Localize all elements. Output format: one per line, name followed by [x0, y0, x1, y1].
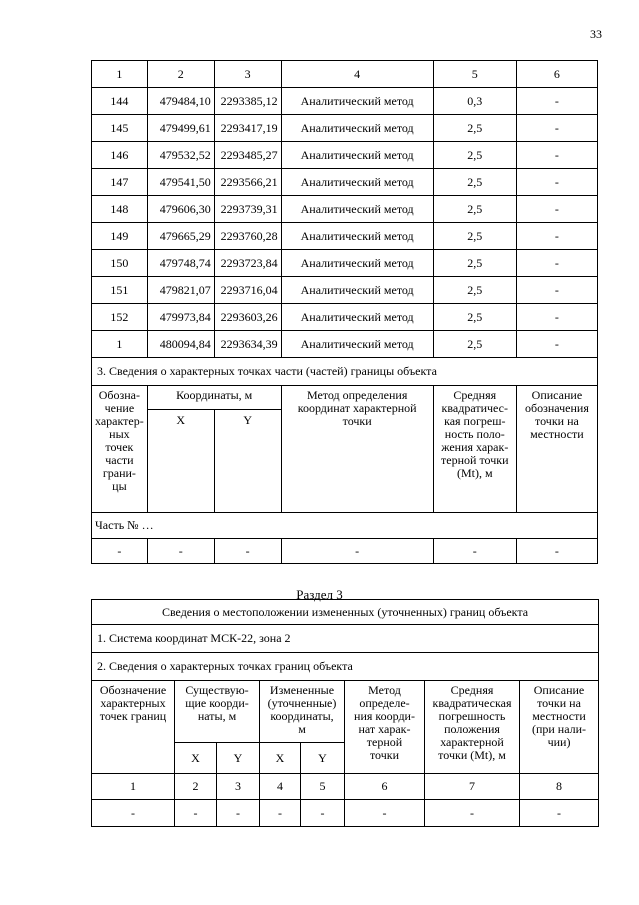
table-cell: -: [175, 800, 217, 827]
table-cell: 2,5: [433, 142, 516, 169]
table-cell: 479821,07: [147, 277, 214, 304]
column-number-cell: 2: [175, 774, 217, 800]
table-cell: -: [425, 800, 520, 827]
coord-system-row: [92, 625, 599, 653]
column-number-cell: 7: [425, 774, 520, 800]
table-cell: 479541,50: [147, 169, 214, 196]
table-cell: 2293566,21: [214, 169, 281, 196]
table-cell: -: [214, 539, 281, 564]
table-cell: Аналитический метод: [281, 169, 433, 196]
table-cell: 2,5: [433, 169, 516, 196]
page-number: 33: [590, 27, 602, 41]
table-cell: -: [516, 304, 597, 331]
header-cell: 6: [516, 61, 597, 88]
table-cell: Аналитический метод: [281, 223, 433, 250]
table-cell: 479484,10: [147, 88, 214, 115]
table-cell: 145: [92, 115, 148, 142]
part-header-description: Описание обозначения точки на местности: [516, 386, 597, 513]
table-cell: 146: [92, 142, 148, 169]
table-row: [92, 196, 598, 223]
table-cell: -: [516, 331, 597, 358]
table-cell: 2293603,26: [214, 304, 281, 331]
boundary-points-table: [91, 60, 598, 564]
table-cell: -: [147, 539, 214, 564]
part-label-row: [92, 513, 598, 539]
header-cell: 5: [433, 61, 516, 88]
table-cell: 144: [92, 88, 148, 115]
header-x-existing: X: [175, 743, 217, 774]
table-cell: 0,3: [433, 88, 516, 115]
table-cell: 479973,84: [147, 304, 214, 331]
part-header-method: Метод определения координат характерной точки: [281, 386, 433, 513]
table-cell: -: [217, 800, 260, 827]
column-number-cell: 8: [520, 774, 599, 800]
table-title-row: [92, 600, 599, 625]
table-cell: 148: [92, 196, 148, 223]
table-cell: 2,5: [433, 115, 516, 142]
table-cell: 149: [92, 223, 148, 250]
header-cell: 3: [214, 61, 281, 88]
table-cell: Аналитический метод: [281, 88, 433, 115]
table-row: [92, 250, 598, 277]
table-cell: 479748,74: [147, 250, 214, 277]
table-cell: Аналитический метод: [281, 304, 433, 331]
column-number-cell: 6: [345, 774, 425, 800]
table-cell: Аналитический метод: [281, 196, 433, 223]
table-row: [92, 142, 598, 169]
table-row: [92, 115, 598, 142]
table-cell: 2,5: [433, 331, 516, 358]
table-cell: 2293634,39: [214, 331, 281, 358]
part-header-designation: Обозна- чение характер- ных точек части грани- цы: [92, 386, 148, 513]
table-row: [92, 304, 598, 331]
part-header-row: [92, 386, 598, 410]
table-title: Сведения о местоположении измененных (уточненных) границ объекта: [92, 600, 599, 625]
table-cell: 2293723,84: [214, 250, 281, 277]
table-cell: -: [92, 539, 148, 564]
header-cell: 4: [281, 61, 433, 88]
table-cell: 2,5: [433, 196, 516, 223]
table-cell: 2,5: [433, 223, 516, 250]
table-row: [92, 277, 598, 304]
table-cell: 2293739,31: [214, 196, 281, 223]
header-cell: 1: [92, 61, 148, 88]
table-cell: 2293385,12: [214, 88, 281, 115]
part-section-title-row: [92, 358, 598, 386]
part-header-accuracy: Средняя квадратичес- кая погреш- ность поло- жения харак- терной точки (Mt), м: [433, 386, 516, 513]
header-cell: 2: [147, 61, 214, 88]
column-number-row: [92, 774, 599, 800]
column-number-cell: 5: [301, 774, 345, 800]
table-row: [92, 331, 598, 358]
table-cell: Аналитический метод: [281, 277, 433, 304]
part-header-x: X: [147, 410, 214, 513]
table-cell: 147: [92, 169, 148, 196]
table-cell: 479606,30: [147, 196, 214, 223]
header-accuracy: Средняя квадратическая погрешность положения характерной точки (Mt), м: [425, 681, 520, 774]
table-cell: 2,5: [433, 250, 516, 277]
empty-row: [92, 800, 599, 827]
table-cell: -: [92, 800, 175, 827]
table-cell: 2293417,19: [214, 115, 281, 142]
section-title: Раздел 3: [296, 587, 343, 602]
table-cell: 2293760,28: [214, 223, 281, 250]
table-cell: 2,5: [433, 277, 516, 304]
table-cell: -: [520, 800, 599, 827]
table-cell: 480094,84: [147, 331, 214, 358]
table-row: [92, 169, 598, 196]
column-number-cell: 1: [92, 774, 175, 800]
points-title: 2. Сведения о характерных точках границ объекта: [92, 653, 599, 681]
header-row: [92, 681, 599, 743]
table-cell: -: [301, 800, 345, 827]
header-x-changed: X: [260, 743, 301, 774]
points-title-row: [92, 653, 599, 681]
table-cell: Аналитический метод: [281, 331, 433, 358]
table-cell: -: [516, 142, 597, 169]
table-cell: 479665,29: [147, 223, 214, 250]
part-header-y: Y: [214, 410, 281, 513]
header-description: Описание точки на местности (при нали- чии): [520, 681, 599, 774]
part-section-title: 3. Сведения о характерных точках части (частей) границы объекта: [92, 358, 598, 386]
column-number-cell: 3: [217, 774, 260, 800]
table-cell: 2,5: [433, 304, 516, 331]
table-cell: -: [516, 196, 597, 223]
header-existing-coordinates: Существую- щие коорди- наты, м: [175, 681, 260, 743]
table-cell: -: [433, 539, 516, 564]
table-cell: 150: [92, 250, 148, 277]
column-number-cell: 4: [260, 774, 301, 800]
table-cell: Аналитический метод: [281, 115, 433, 142]
table-cell: Аналитический метод: [281, 250, 433, 277]
table-cell: -: [345, 800, 425, 827]
part-label: Часть № …: [92, 513, 598, 539]
table-row: [92, 88, 598, 115]
table-cell: Аналитический метод: [281, 142, 433, 169]
header-method: Метод определе- ния коорди- нат харак- терной точки: [345, 681, 425, 774]
table-cell: 479532,52: [147, 142, 214, 169]
table-cell: 479499,61: [147, 115, 214, 142]
table-cell: 1: [92, 331, 148, 358]
header-changed-coordinates: Измененные (уточненные) координаты, м: [260, 681, 345, 743]
table-cell: -: [516, 277, 597, 304]
table-cell: -: [260, 800, 301, 827]
coord-system: 1. Система координат МСК-22, зона 2: [92, 625, 599, 653]
table-cell: -: [516, 250, 597, 277]
header-y-existing: Y: [217, 743, 260, 774]
table-cell: -: [516, 88, 597, 115]
table-cell: 152: [92, 304, 148, 331]
table-cell: 151: [92, 277, 148, 304]
part-empty-row: [92, 539, 598, 564]
column-number-row: [92, 61, 598, 88]
changed-boundaries-table: [91, 599, 599, 827]
table-cell: 2293716,04: [214, 277, 281, 304]
table-cell: -: [516, 223, 597, 250]
header-y-changed: Y: [301, 743, 345, 774]
table-cell: 2293485,27: [214, 142, 281, 169]
table-cell: -: [516, 115, 597, 142]
table-cell: -: [516, 539, 597, 564]
table-cell: -: [516, 169, 597, 196]
part-header-coordinates: Координаты, м: [147, 386, 281, 410]
header-designation: Обозначение характерных точек границ: [92, 681, 175, 774]
table-cell: -: [281, 539, 433, 564]
table-row: [92, 223, 598, 250]
